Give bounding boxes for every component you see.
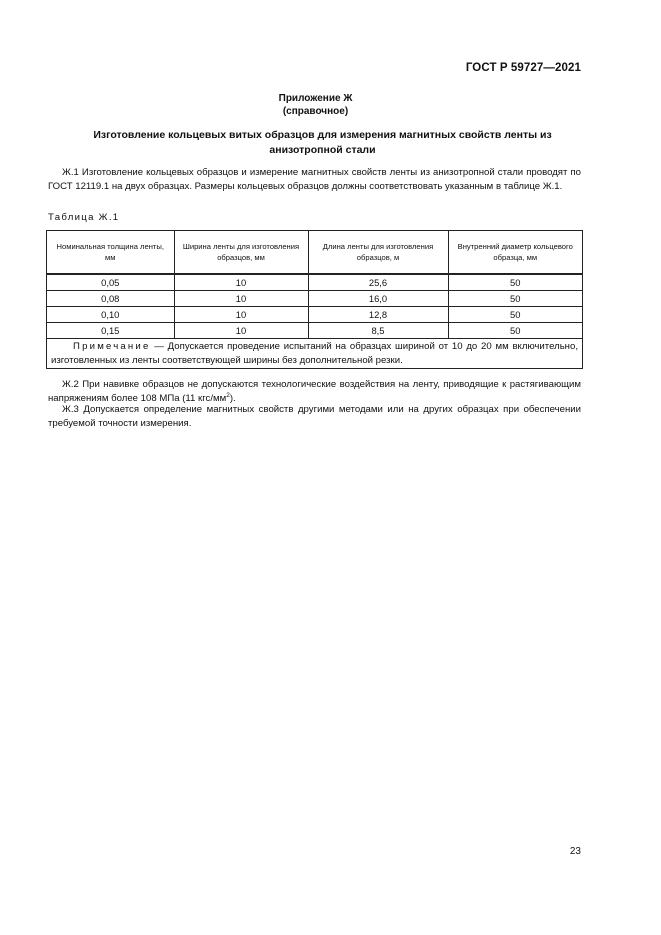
paragraph-zh2-end: ). [229, 393, 236, 404]
header-diameter: Внутренний диаметр кольцевого образца, мм [448, 231, 582, 274]
table-cell: 0,05 [47, 274, 174, 291]
table-caption: Таблица Ж.1 [48, 212, 120, 223]
table-cell: 8,5 [308, 323, 448, 339]
header-thickness: Номинальная толщина ленты, мм [47, 231, 174, 274]
table-row [47, 307, 582, 323]
paragraph-zh1-text: Ж.1 Изготовление кольцевых образцов и измерение магнитных свойств ленты из анизотропной стали проводят по ГОСТ 12119.1 на двух образцах. Размеры кольцевых образцов должны соответствовать указанным в таблице Ж.1. [48, 167, 581, 192]
table-cell: 0,10 [47, 307, 174, 323]
header-length: Длина ленты для изготовления образцов, м [308, 231, 448, 274]
table-row [47, 323, 582, 339]
note-label: Примечание [73, 341, 151, 352]
table-cell: 0,08 [47, 291, 174, 307]
standard-code: ГОСТ Р 59727—2021 [465, 62, 581, 74]
table-row [47, 291, 582, 307]
paragraph-zh2-text: Ж.2 При навивке образцов не допускаются технологические воздействия на ленту, приводящие к растягивающим напряжениям более 108 МПа (11 кгс/мм [48, 379, 581, 404]
header-width: Ширина ленты для изготовления образцов, мм [174, 231, 308, 274]
superscript: 2 [226, 391, 230, 399]
table-cell: 10 [174, 323, 308, 339]
table-header-row [47, 231, 582, 274]
table-cell: 10 [174, 307, 308, 323]
table-note-row [47, 339, 582, 369]
table-cell: 50 [448, 291, 582, 307]
table-cell: 50 [448, 307, 582, 323]
table-cell: 10 [174, 274, 308, 291]
page-number: 23 [569, 846, 581, 857]
table-cell: 10 [174, 291, 308, 307]
table-cell: 16,0 [308, 291, 448, 307]
annex-heading [0, 92, 631, 118]
table-cell: 0,15 [47, 323, 174, 339]
paragraph-zh3 [48, 403, 581, 431]
table-cell: 50 [448, 274, 582, 291]
paragraph-zh2 [48, 378, 581, 406]
data-table [47, 231, 582, 369]
table-zh1 [46, 230, 583, 369]
note-text: — Допускается проведение испытаний на образцах шириной от 10 до 20 мм включительно, изготовленных из ленты соответствующей ширины без дополнительной резки. [51, 341, 578, 366]
annex-title: Приложение Ж [278, 93, 353, 104]
table-cell: 50 [448, 323, 582, 339]
annex-subtitle: (справочное) [282, 106, 349, 117]
section-title: Изготовление кольцевых витых образцов для измерения магнитных свойств ленты из анизотропной стали [93, 129, 552, 156]
table-cell: 12,8 [308, 307, 448, 323]
paragraph-zh1 [48, 166, 581, 194]
table-cell: 25,6 [308, 274, 448, 291]
table-row [47, 274, 582, 291]
paragraph-zh3-text: Ж.3 Допускается определение магнитных свойств другими методами или на других образцах при обеспечении требуемой точности измерения. [48, 404, 581, 429]
table-note [47, 339, 582, 369]
